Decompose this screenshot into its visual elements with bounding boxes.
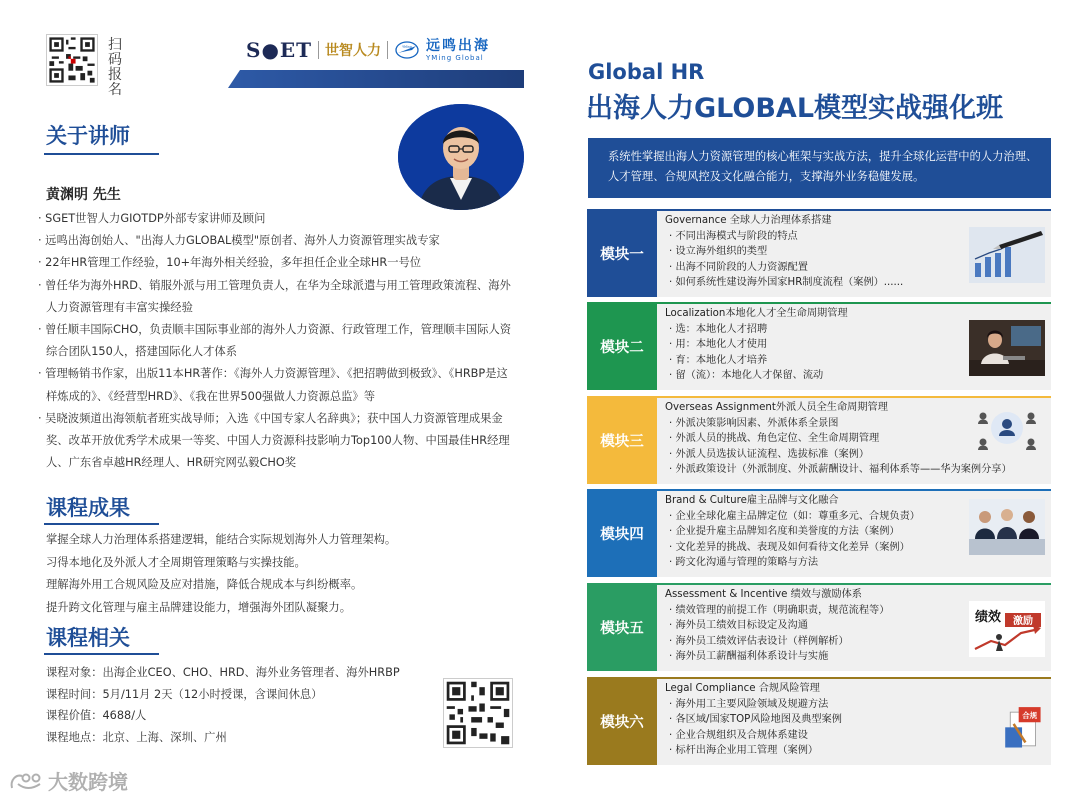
- watermark: [8, 766, 128, 795]
- module-card-1: [587, 209, 1051, 297]
- module-item: · 外派决策影响因素、外派体系全景图: [669, 417, 839, 429]
- business-meeting-image: [969, 495, 1045, 559]
- module-accent-line: [657, 302, 1051, 304]
- bio-item: · SGET世智人力GIOTDP外部专家讲师及顾问: [38, 212, 266, 225]
- module-item: · 海外员工绩效目标设定及沟通: [669, 620, 808, 631]
- module-content: [665, 493, 965, 571]
- instructor-section-title: 关于讲师: [46, 124, 130, 148]
- module-card-5: [587, 583, 1051, 671]
- people-network-image: [969, 404, 1045, 460]
- bio-item: · 远鸣出海创始人、"出海人力GLOBAL模型"原创者、海外人力资源管理实战专家: [38, 234, 440, 248]
- section-underline: [44, 153, 159, 155]
- bio-item: · 曾任华为海外HRD、销服外派与用工管理负责人，在华为全球派遣与用工管理政策流程、海外人力资源管理有丰富实操经验: [38, 278, 511, 314]
- module-label: 模块六: [587, 677, 657, 765]
- module-item: · 企业合规组织及合规体系建设: [669, 729, 808, 741]
- outcome-item: 习得本地化及外派人才全周期管理策略与实操技能。: [46, 555, 306, 569]
- bio-item: · 22年HR管理工作经验，10+年海外相关经验，多年担任企业全球HR一号位: [38, 256, 422, 270]
- watermark-logo-icon: [8, 770, 44, 792]
- module-item: · 文化差异的挑战、表现及如何看待文化差异（案例）: [669, 541, 910, 553]
- instructor-avatar: [398, 104, 524, 210]
- module-card-6: [587, 677, 1051, 765]
- module-label: 模块五: [587, 583, 657, 671]
- instructor-bio: [38, 208, 518, 474]
- module-accent-line: [657, 489, 1051, 491]
- module-card-2: [587, 302, 1051, 390]
- compliance-image: [985, 699, 1049, 759]
- module-label: 模块二: [587, 302, 657, 390]
- module-item: · 选：本地化人才招聘: [669, 323, 768, 335]
- bio-item: · 曾任顺丰国际CHO，负责顺丰国际事业部的海外人力资源、行政管理工作，管理顺丰国际人资综合团队150人，搭建国际化人才体系: [38, 323, 512, 359]
- module-item: · 如何系统性建设海外国家HR制度流程（案例）......: [669, 277, 904, 288]
- header-accent-bar: [228, 70, 524, 88]
- performance-label: 绩效: [975, 610, 1002, 625]
- module-content: [665, 213, 965, 291]
- module-accent-line: [657, 209, 1051, 211]
- portrait-illustration: [398, 104, 524, 210]
- yuanming-logo-en: YMing Global: [426, 53, 484, 62]
- compliance-label: 合规: [1022, 711, 1038, 721]
- course-location: 课程地点：北京、上海、深圳、广州: [46, 730, 227, 744]
- outcomes-section-title: 课程成果: [46, 496, 130, 520]
- performance-incentive-image: [969, 601, 1045, 657]
- module-item: · 海外员工薪酬福利体系设计与实施: [669, 651, 829, 662]
- scan-to-register-label: 扫码报名: [108, 37, 122, 98]
- module-item: · 设立海外组织的类型: [669, 246, 768, 257]
- pen-chart-image: [969, 227, 1045, 283]
- module-item: · 企业提升雇主品牌知名度和美誉度的方法（案例）: [669, 526, 900, 537]
- module-heading: Assessment & Incentive 绩效与激励体系: [665, 589, 862, 600]
- yming-plane-icon: [394, 40, 420, 60]
- course-time: 课程时间：5月/11月 2天（12小时授课，含课间休息）: [46, 687, 323, 701]
- module-heading: Legal Compliance 合规风险管理: [665, 683, 820, 694]
- outcome-item: 理解海外用工合规风险及应对措施，降低合规成本与纠纷概率。: [46, 578, 363, 591]
- outcomes-list: [46, 529, 396, 619]
- module-content: [665, 306, 965, 384]
- module-item: · 跨文化沟通与管理的策略与方法: [669, 557, 819, 568]
- module-label: 模块三: [587, 396, 657, 484]
- module-item: · 外派政策设计（外派制度、外派薪酬设计、福利体系等——华为案例分享）: [669, 464, 1012, 475]
- outcome-item: 掌握全球人力治理体系搭建逻辑，能结合实际规划海外人力管理架构。: [46, 533, 397, 546]
- module-item: · 企业全球化雇主品牌定位（如：尊重多元、合规负责）: [669, 510, 920, 522]
- brand-logos: [246, 38, 490, 62]
- module-label: 模块四: [587, 489, 657, 577]
- module-heading: Overseas Assignment外派人员全生命周期管理: [665, 402, 888, 413]
- sget-logo: S●ET: [246, 38, 313, 62]
- bio-item: · 管理畅销书作家，出版11本HR著作：《海外人力资源管理》、《把招聘做到极致》、《HRBP是这样炼成的》、《经营型HRD》、《我在世界500强做人力资源总监》等: [38, 367, 508, 403]
- logo-divider: [318, 41, 319, 59]
- global-hr-subtitle: Global HR: [588, 60, 705, 84]
- module-content: [665, 587, 965, 665]
- course-qr-code[interactable]: [443, 678, 513, 748]
- module-item: · 出海不同阶段的人力资源配置: [669, 261, 808, 273]
- module-item: · 用：本地化人才使用: [669, 339, 768, 350]
- module-item: · 绩效管理的前提工作（明确职责，规范流程等）: [669, 604, 890, 616]
- yming-small-label: YMing: [402, 45, 412, 49]
- incentive-label: 激励: [1013, 616, 1033, 627]
- module-item: · 海外用工主要风险领域及规避方法: [669, 698, 829, 710]
- course-price: 课程价值：4688/人: [46, 709, 147, 722]
- shizhi-logo: 世智人力: [325, 43, 382, 59]
- module-item: · 外派人员选拔认证流程、选拔标准（案例）: [669, 448, 870, 460]
- related-section-title: 课程相关: [46, 626, 130, 650]
- signup-qr-code[interactable]: [46, 34, 98, 86]
- module-heading: Localization本地化人才全生命周期管理: [665, 308, 848, 319]
- module-label: 模块一: [587, 209, 657, 297]
- course-info-list: [46, 662, 400, 748]
- course-audience: 课程对象：出海企业CEO、CHO、HRD、海外业务管理者、海外HRBP: [46, 666, 400, 679]
- module-item: · 留（流）：本地化人才保留、流动: [669, 370, 824, 381]
- logo-divider: [387, 41, 388, 59]
- section-underline: [44, 653, 159, 655]
- module-heading: Brand & Culture雇主品牌与文化融合: [665, 495, 839, 506]
- module-item: · 各区域/国家TOP风险地图及典型案例: [669, 714, 842, 725]
- outcome-item: 提升跨文化管理与雇主品牌建设能力，增强海外团队凝聚力。: [46, 600, 352, 614]
- yuanming-logo-cn: 远鸣出海: [426, 37, 491, 54]
- module-accent-line: [657, 677, 1051, 679]
- module-content: [665, 400, 1012, 478]
- instructor-name: 黄渊明 先生: [46, 187, 121, 203]
- office-worker-image: [969, 320, 1045, 376]
- bio-item: · 吴晓波频道出海领航者班实战导师；入选《中国专家人名辞典》；获中国人力资源管理成果金奖、改革开放优秀学术成果一等奖、中国人力资源科技影响力Top100人物、中国最佳HR经理人、广东省卓越HR经理人、HR研究网弘毅CHO奖: [38, 411, 510, 470]
- module-item: · 海外员工绩效评估表设计（样例解析）: [669, 635, 849, 647]
- qr-pattern: [444, 679, 512, 747]
- module-item: · 不同出海模式与阶段的特点: [669, 230, 798, 242]
- module-heading: Governance 全球人力治理体系搭建: [665, 215, 832, 226]
- watermark-text: 大数跨境: [48, 770, 128, 794]
- module-card-3: [587, 396, 1051, 484]
- yuanming-logo: [426, 39, 490, 62]
- course-title: 出海人力GLOBAL模型实战强化班: [586, 93, 1004, 124]
- section-underline: [44, 523, 159, 525]
- course-intro: 系统性掌握出海人力资源管理的核心框架与实战方法，提升全球化运营中的人力治理、人才管理、合规风控及文化融合能力，支撑海外业务稳健发展。: [588, 138, 1051, 198]
- module-card-4: [587, 489, 1051, 577]
- module-item: · 育：本地化人才培养: [669, 354, 768, 366]
- module-item: · 外派人员的挑战、角色定位、全生命周期管理: [669, 433, 880, 444]
- module-accent-line: [657, 396, 1051, 398]
- module-accent-line: [657, 583, 1051, 585]
- module-item: · 标杆出海企业用工管理（案例）: [669, 745, 819, 756]
- module-content: [665, 681, 965, 759]
- qr-pattern: [47, 35, 97, 85]
